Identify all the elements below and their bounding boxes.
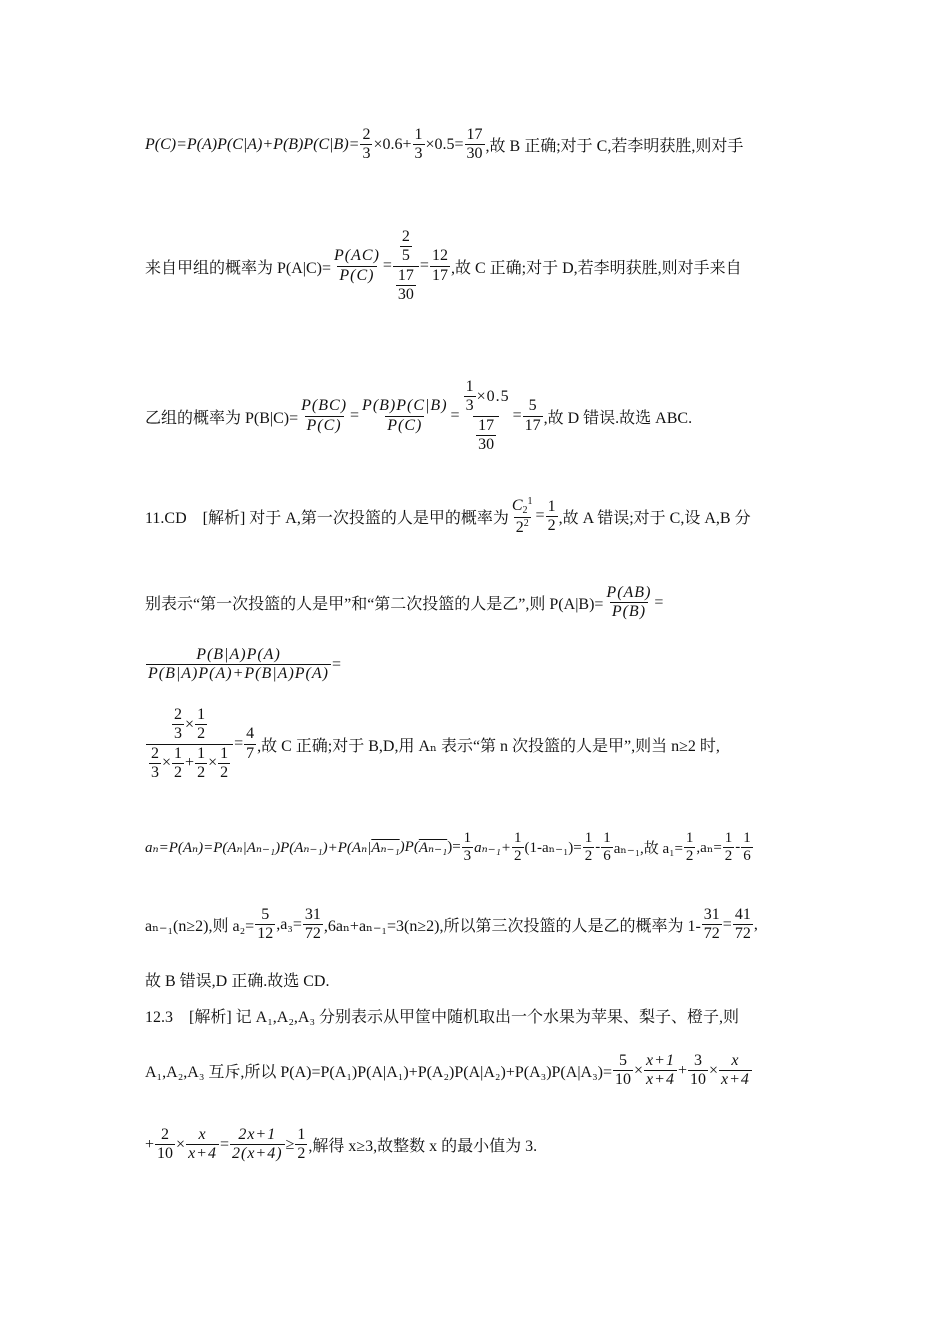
equation-text: A₁,A₂,A₃ 互斥,所以 P(A)=P(A₁)P(A|A₁)+P(A₂)P(A|A₂)+P(A₃)P(A|A₃)= [145, 1064, 613, 1082]
fraction: $\frac{1}{2}$ [297, 1126, 306, 1163]
equals-sign: = [512, 407, 522, 425]
equation-text: ×0.5= [425, 135, 464, 153]
solution-line-5 [145, 584, 663, 622]
fraction: $\frac{P(B)P(C|B)}{P(C)}$ [362, 397, 448, 434]
fraction: $\frac{2x+1}{2(x+4)}$ [232, 1126, 283, 1163]
equals-sign: = [450, 407, 460, 425]
solution-line-13 [145, 1126, 537, 1164]
equation-text: - [595, 839, 601, 856]
fraction: $\frac{2}{10}$ [157, 1126, 174, 1163]
fraction: $\frac{31}{72}$ [304, 906, 321, 943]
equation-text: ,a₃= [276, 915, 302, 933]
body-text: ,6aₙ+aₙ₋₁=3(n≥2),所以第三次投篮的人是乙的概率为 1- [323, 918, 701, 936]
body-text: 12.3 [解析] 记 A₁,A₂,A₃ 分别表示从甲筐中随机取出一个水果为苹果、梨子、橙子,则 [145, 1009, 740, 1026]
solution-line-6 [145, 646, 341, 684]
body-text: 11.CD [解析] 对于 A,第一次投篮的人是甲的概率为 [145, 509, 509, 527]
fraction: $\frac{P(AC)}{P(C)}$ [334, 247, 380, 284]
solution-line-1 [145, 126, 743, 164]
body-text: ,故 C 正确;对于 B,D,用 Aₙ 表示“第 n 次投篮的人是甲”,则当 n≥2 时, [257, 737, 720, 755]
fraction: $\frac{P(AB)}{P(B)}$ [606, 584, 652, 621]
fraction: $\frac{1}{3}$ [414, 126, 423, 163]
equals-sign: = [654, 593, 664, 611]
solution-line-7 [145, 706, 720, 783]
equation-text: ×0.6+ [373, 135, 412, 153]
equation-text: × [176, 1135, 186, 1153]
fraction: $\frac{41}{72}$ [734, 906, 751, 943]
body-text: ,解得 x≥3,故整数 x 的最小值为 3. [308, 1138, 538, 1156]
equals-sign: = [234, 735, 244, 753]
solution-line-8 [145, 830, 754, 866]
fraction: $\frac{4}{7}$ [246, 725, 255, 762]
fraction: $\frac{P(B|A)P(A)}{P(B|A)P(A)+P(B|\overline{A})P(\overline{A})}$ [148, 646, 329, 683]
fraction: $\frac{1}{2}$ [584, 830, 593, 865]
equation-text: ,aₙ= [696, 840, 722, 857]
fraction: $\frac{x+1}{x+4}$ [646, 1052, 675, 1089]
equals-sign: = [219, 1135, 229, 1153]
equals-sign: = [419, 257, 429, 275]
equals-sign: = [535, 507, 545, 525]
solution-line-11 [145, 1004, 739, 1027]
equals-sign: = [350, 407, 360, 425]
equals-sign: = [382, 257, 392, 275]
solution-line-3 [145, 378, 692, 455]
equation-text: Aₙ₋₁ [371, 840, 400, 857]
fraction: $\frac{x}{x+4}$ [188, 1126, 217, 1163]
fraction: $\frac{3}{10}$ [689, 1052, 706, 1089]
fraction: $\frac{1}{2}$ [547, 497, 556, 534]
fraction: $\frac{5}{10}$ [615, 1052, 632, 1089]
equation-text: aₙ=P(Aₙ)=P(Aₙ|Aₙ₋₁)P(Aₙ₋₁)+P(Aₙ| [145, 840, 372, 857]
fraction: $\frac{31}{72}$ [703, 906, 720, 943]
solution-line-4 [145, 496, 751, 537]
equation-text: , [753, 915, 758, 933]
solution-line-9 [145, 906, 758, 944]
body-text: ,故 B 正确;对于 C,若李明获胜,则对手 [485, 138, 744, 156]
body-text: 故 B 错误,D 正确.故选 CD. [145, 973, 330, 990]
fraction: $\frac{17}{30}$ [466, 126, 483, 163]
complex-fraction: $\frac{2}{3}$ × $\frac{1}{2}$ $\frac{2}{3}$ × $\frac{1}{2}$ + $\frac{1}{2}$ × $\frac{1}{2}$ [146, 706, 233, 783]
fraction: $\frac{12}{17}$ [431, 247, 448, 284]
fraction: $\frac{P(BC)}{P(C)}$ [301, 397, 348, 434]
equals-sign: = [331, 655, 342, 673]
equation-text: )= [447, 839, 461, 856]
equation-text: aₙ₋₁+ [474, 840, 512, 857]
solution-line-12 [145, 1052, 753, 1090]
fraction: $\frac{1}{2}$ [685, 830, 694, 865]
body-text: ,故 A 错误;对于 C,设 A,B 分 [558, 509, 751, 527]
solution-line-10 [145, 968, 329, 991]
equation-text: - [735, 839, 741, 856]
fraction: 1 6 [743, 830, 751, 865]
fraction: $\frac{1}{3}$ [463, 830, 472, 865]
solution-line-2 [145, 228, 742, 305]
fraction: $\frac{C_2^1}{2^2}$ [511, 496, 533, 536]
equation-text: ≥ [285, 1135, 295, 1153]
equation-text: × [634, 1061, 644, 1079]
body-text: 来自甲组的概率为 P(A|C)= [145, 259, 332, 277]
equation-text: Aₙ₋₁ [418, 840, 448, 857]
equation-text: P(C)=P(A)P(C|A)+P(B)P(C|B)= [145, 135, 360, 153]
equation-text: )P( [399, 839, 419, 856]
equals-sign: = [722, 915, 732, 933]
body-text: ,故 D 错误.故选 ABC. [543, 409, 693, 427]
fraction: $\frac{5}{12}$ [257, 906, 274, 943]
complex-fraction: $\frac{1}{3}$ ×0.5 $\frac{17}{30}$ [465, 378, 510, 454]
fraction: $\frac{1}{2}$ [514, 830, 522, 865]
equation-text: aₙ₋₁,故 a₁= [613, 841, 683, 858]
equation-text: + [677, 1061, 687, 1079]
equation-text: (1-aₙ₋₁)= [524, 840, 582, 857]
fraction: $\frac{1}{2}$ [724, 830, 733, 865]
fraction: $\frac{2}{3}$ [362, 126, 371, 163]
body-text: 别表示“第一次投篮的人是甲”和“第二次投篮的人是乙”,则 P(A|B)= [145, 596, 604, 614]
body-text: 乙组的概率为 P(B|C)= [145, 409, 299, 427]
fraction: $\frac{x}{x+4}$ [721, 1052, 750, 1089]
fraction: $\frac{5}{17}$ [524, 397, 541, 434]
body-text: ,故 C 正确;对于 D,若李明获胜,则对手来自 [450, 259, 742, 277]
complex-fraction: $\frac{\frac{2}{5}}{\frac{17}{30}}$ [393, 228, 419, 305]
equation-text: × [708, 1061, 719, 1079]
equation-text: aₙ₋₁(n≥2),则 a₂= [145, 918, 255, 936]
equation-text: + [145, 1135, 155, 1153]
fraction: 1 6 [603, 830, 611, 865]
